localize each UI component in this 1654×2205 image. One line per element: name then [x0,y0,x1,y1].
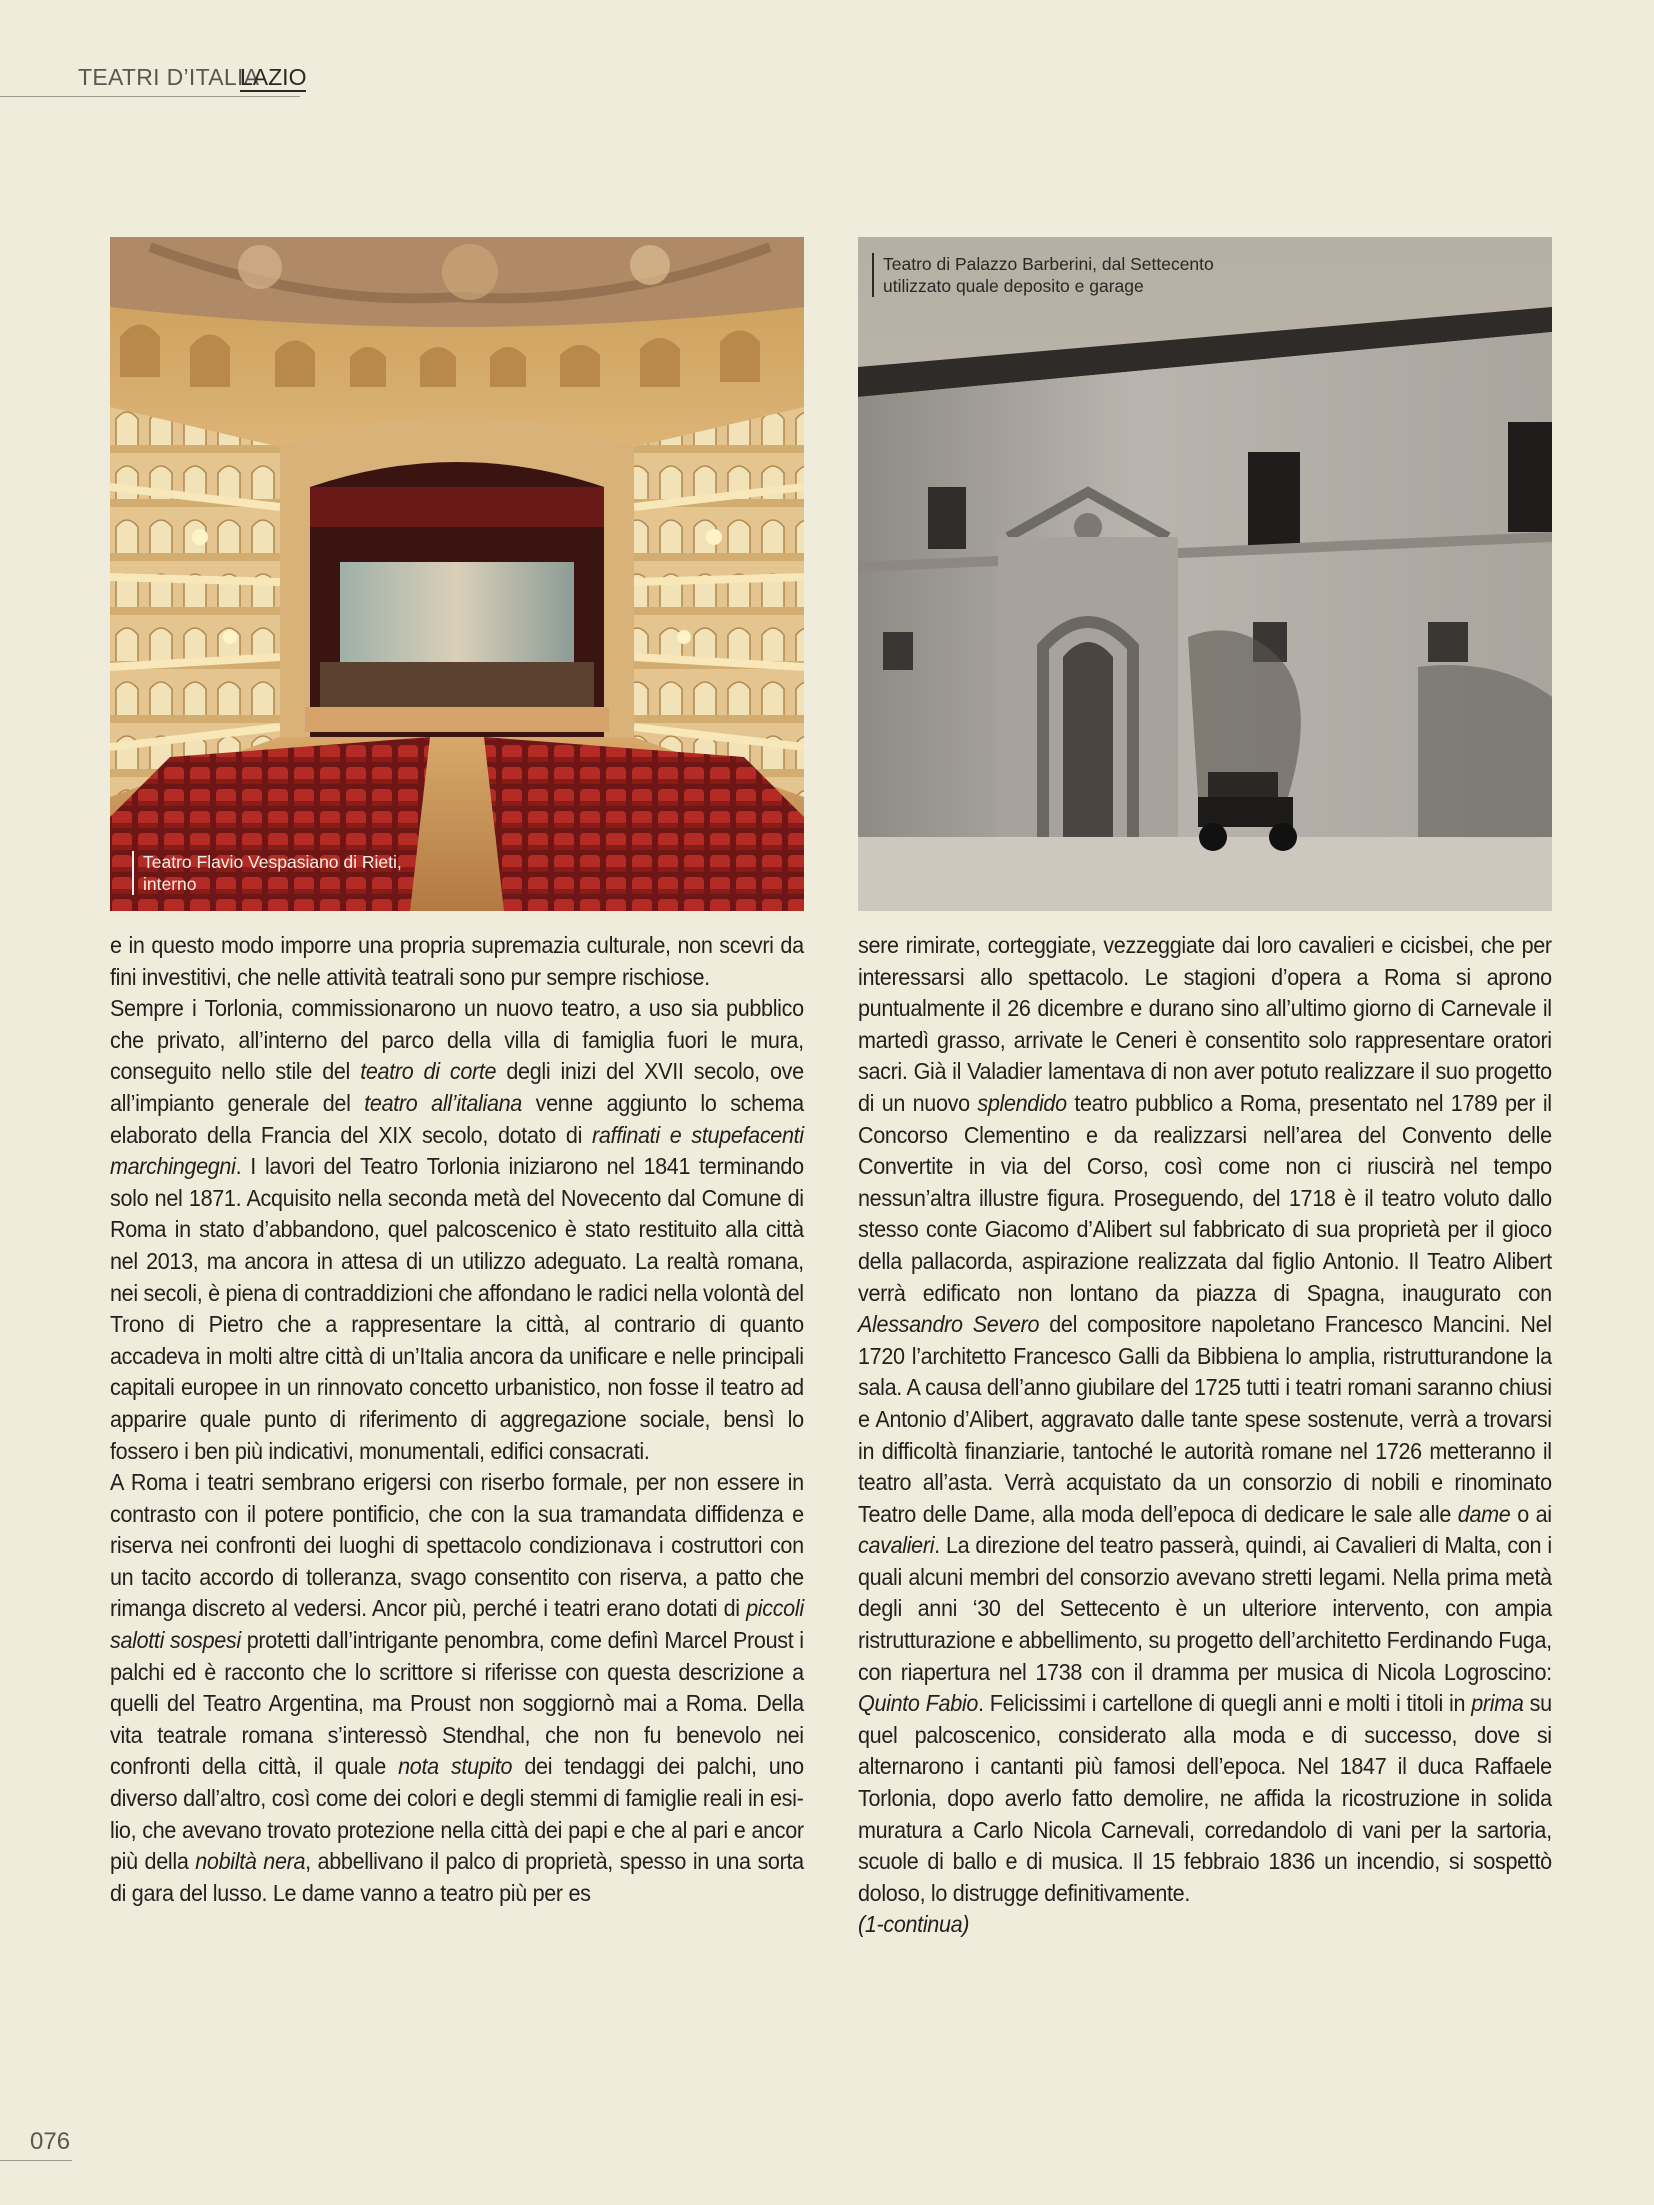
text-run: su quel palcoscenico, considerato alla moda e di successo, dove si alternarono i cantanti più famosi dell’epoca. Nel 1847 il duca Raffaele Torlonia, dopo averlo fatto demolire, ne affida la ricostruzione in solida muratura a Carlo Nicola Carnevali, corredandolo di vani per la sartoria, scuole di ballo e di musica. Il 15 febbraio 1836 un incendio, si sospettò doloso, lo distrugge definitivamente. [858,1690,1552,1906]
italic-term: raffinati e stupefacenti marchingegni [110,1121,804,1180]
caption-right: Teatro di Palazzo Barberini, dal Settecento utilizzato quale deposito e garage [872,253,1243,297]
text-run: protetti dall’intrigante penombra, come definì Marcel Proust i palchi ed è racconto che lo scrittore si riferisse con questa descrizione a quelli del Teatro Argentina, ma Proust non soggiornò mai a Roma. Della vita teatrale romana s’interessò Stendhal, che non fu benevolo nei confronti della città, il quale [110,1627,804,1780]
paragraph: e in questo modo imporre una propria supremazia culturale, non scevri da fini investitivi, che nelle attività teatrali sono pur sempre rischiose. [110,932,804,990]
paragraph [858,930,1552,1909]
text-run: sere rimirate, corteggiate, vezzeggiate dai loro cavalieri e cicisbei, che per interessarsi allo spettacolo. Le stagioni d’opera a Roma si aprono puntualmente il 26 dicembre e durano sino all’ultimo giorno di Carnevale il martedì grasso, arrivate le Ceneri è consentito solo rappresentare oratori sacri. Già il Valadier lamentava di non aver potuto realizzare il suo progetto di un nuovo [858,932,1552,1116]
text-run: dei tendaggi dei palchi, uno diverso dall’altro, così come dei colori e degli stemmi di famiglie reali in esilio, che avevano trovato protezione nella città dei papi e che al pari e ancor più della [110,1753,804,1875]
page-number: 076 [30,2128,71,2155]
italic-term: splendido [977,1089,1067,1116]
italic-term: cavalieri [858,1532,935,1559]
article-column-right [858,930,1552,1941]
header-region: LAZIO [240,64,307,90]
italic-term: Quinto Fabio [858,1690,979,1717]
text-run: venne aggiunto lo schema elaborato della Francia del XIX secolo, dotato di [110,1089,804,1148]
italic-term: prima [1471,1690,1524,1717]
text-run: , abbellivano il palco di proprietà, spesso in una sorta di gara del lusso. Le dame vanno a teatro più per es [110,1848,804,1906]
article-column-left [110,930,804,1909]
text-run: . I lavori del Teatro Torlonia iniziarono nel 1841 terminando solo nel 1871. Acquisito nella seconda metà del Novecento dal Comune di Roma in stato d’abbandono, quel palcoscenico è stato restituito alla città nel 2013, ma ancora in attesa di un utilizzo adeguato. La realtà romana, nei secoli, è piena di contraddizioni che affondano le radici nella volontà del Trono di Pietro che a rappresentare la città, al contrario di quanto accadeva in molti altre città di un’Italia ancora da unificare e nelle principali capitali europee in un rinnovato concetto urbanistico, non fosse il teatro ad apparire quale punto di riferimento di aggregazione sociale, bensì lo fossero i ben più indicativi, monumentali, edifici consacrati. [110,1153,804,1464]
text-run: del compositore napoletano Francesco Mancini. Nel 1720 l’architetto Francesco Galli da Bibbiena lo amplia, ristrutturandone la sala. A causa dell’anno giubilare del 1725 tutti i teatri romani saranno chiusi e Antonio d’Alibert, aggravato dalle tante spese sostenute, verrà a trovarsi in difficoltà finanziarie, tantoché le autorità romane nel 1726 metteranno il teatro all’asta. Verrà acquistato da un consorzio di nobili e rinominato Teatro delle Dame, alla moda dell’epoca di dedicare le sale alle [858,1311,1552,1527]
running-header [0,62,307,97]
palazzo-facade-illustration [858,237,1552,911]
photo-teatro-palazzo-barberini [858,237,1552,911]
text-run: o ai [1510,1500,1552,1527]
photo-teatro-flavio-vespasiano [110,237,804,911]
italic-term: nota stupito [398,1753,513,1780]
page-footer [0,2128,72,2161]
paragraph [110,993,804,1467]
italic-term: Alessandro Severo [858,1311,1040,1338]
text-run: teatro pubblico a Roma, presentato nel 1789 per il Concorso Clementino e da realizzarsi nell’area del Convento delle Convertite in via del Corso, così come non ci riuscirà nel tempo nessun’altra illustre figura. Proseguendo, del 1718 è il teatro voluto dallo stesso conte Giacomo d’Alibert sul fabbricato di sua proprietà per il gioco della pallacorda, aspirazione realizzata dal figlio Antonio. Il Teatro Alibert verrà edificato non lontano da piazza di Spagna, inaugurato con [858,1089,1552,1306]
text-run: degli inizi del XVII secolo, ove all’impianto generale del [110,1058,804,1116]
text-run: . Felicissimi i cartellone di quegli anni e molti i titoli in [978,1690,1472,1717]
text-run: A Roma i teatri sembrano erigersi con riserbo formale, per non essere in contrasto con il potere pontificio, che con la sua tramandata diffidenza e riserva nei confronti dei luoghi di spettacolo condizionava i costruttori con un tacito accordo di tolleranza, svago consentito con riserva, a patto che rimanga discreto al vedersi. Ancor più, perché i teatri erano dotati di [110,1469,804,1622]
italic-term: dame [1457,1500,1511,1527]
continua-note: (1-continua) [858,1911,970,1938]
text-run: Sempre i Torlonia, commissionarono un nuovo teatro, a uso sia pubblico che privato, all’interno del parco della villa di famiglia fuori le mura, conseguito nello stile del [110,995,804,1085]
italic-term: teatro all’italiana [364,1089,522,1116]
italic-term: piccoli salotti sospesi [110,1595,804,1654]
italic-term: nobiltà nera [195,1848,306,1875]
header-section: TEATRI D’ITALIA [78,64,260,90]
caption-left: Teatro Flavio Vespasiano di Rieti, interno [132,851,443,895]
italic-term: teatro di corte [360,1058,497,1085]
paragraph [110,1467,804,1909]
text-run: . La direzione del teatro passerà, quindi, ai Cavalieri di Malta, con i quali alcuni membri del consorzio avevano stretti legami. Nella prima metà degli anni ‘30 del Settecento è un ulteriore intervento, con ampia ristrutturazione e abbellimento, su progetto dell’architetto Ferdinando Fuga, con riapertura nel 1738 con il dramma per musica di Nicola Logroscino: [858,1532,1552,1685]
theatre-interior-illustration [110,237,804,911]
